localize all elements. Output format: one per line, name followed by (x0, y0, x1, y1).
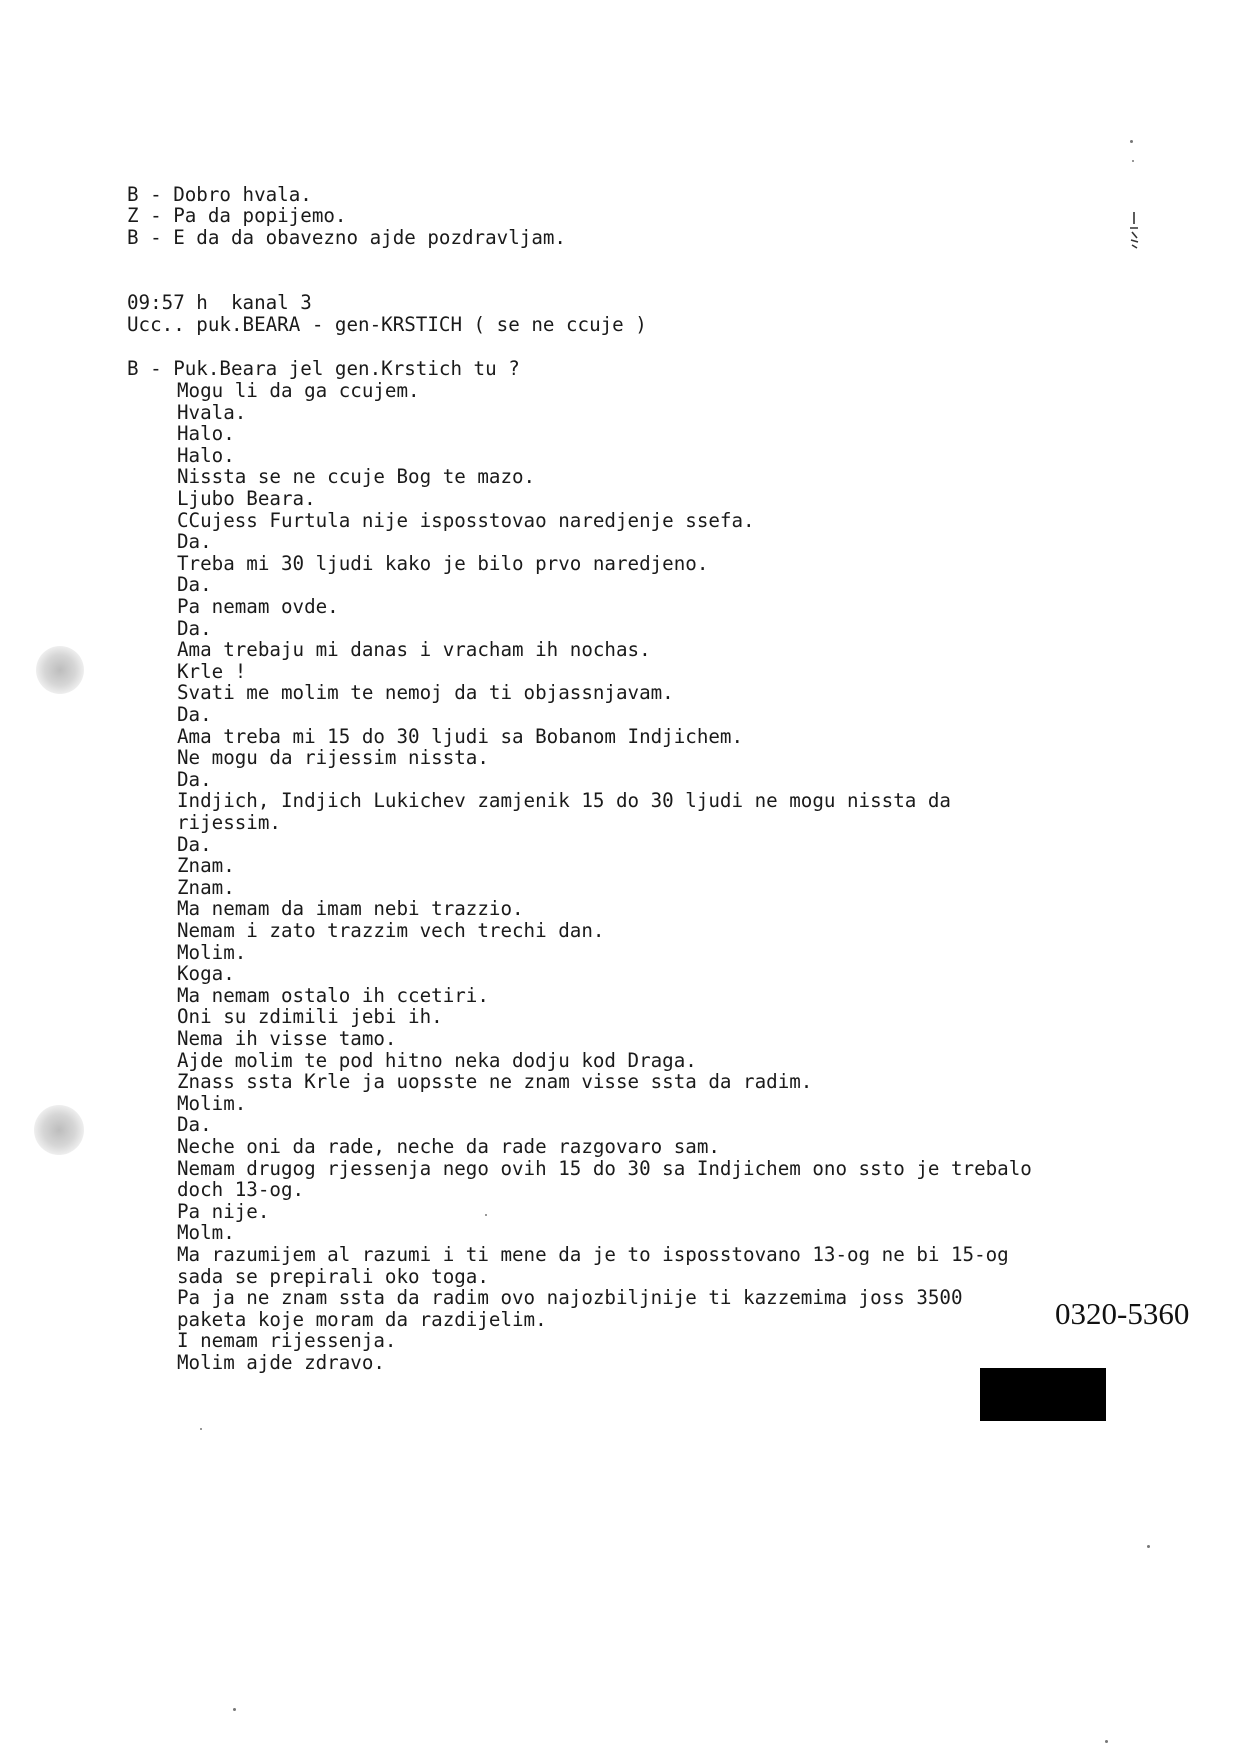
transcript-line: Pa nije. (177, 1199, 270, 1223)
transcript-line: Treba mi 30 ljudi kako je bilo prvo naredjeno. (177, 551, 709, 575)
transcript-line: Molm. (177, 1221, 235, 1245)
punch-hole-lower (34, 1105, 84, 1155)
scan-speck (485, 1214, 487, 1216)
transcript-line: Da. (177, 703, 212, 726)
transcript-line: Indjich, Indjich Lukichev zamjenik 15 do 30 ljudi ne mogu nissta da (177, 789, 951, 813)
transcript-line: Molim. (177, 1091, 247, 1115)
transcript-line: Neche oni da rade, neche da rade razgovaro sam. (177, 1135, 720, 1158)
transcript-line: Da. (177, 1113, 212, 1137)
transcript-line: Molim. (177, 940, 247, 964)
transcript-line: Da. (177, 767, 212, 791)
header-line-2: Z - Pa da popijemo. (127, 204, 347, 227)
scan-speck (1130, 140, 1133, 143)
transcript-line: Ne mogu da rijessim nissta. (177, 746, 489, 770)
transcript-line: Halo. (177, 443, 235, 467)
transcript-line: Krle ! (177, 659, 247, 683)
transcript-line: paketa koje moram da razdijelim. (177, 1307, 547, 1331)
transcript-line: Da. (177, 832, 212, 856)
punch-hole-upper (36, 646, 84, 694)
scan-speck (233, 1708, 236, 1711)
transcript-line: Da. (177, 530, 212, 554)
scan-speck (200, 1428, 202, 1430)
transcript-line: Pa ja ne znam ssta da radim ovo najozbiljnije ti kazzemima joss 3500 (177, 1286, 963, 1310)
transcript-line: Ajde molim te pod hitno neka dodju kod Draga. (177, 1048, 697, 1072)
scan-speck (1147, 1545, 1150, 1548)
transcript-line: Hvala. (177, 400, 247, 424)
header-line-3: B - E da da obavezno ajde pozdravljam. (127, 226, 566, 249)
transcript-line: Mogu li da ga ccujem. (177, 379, 420, 402)
margin-handwriting-mark (1128, 210, 1140, 250)
transcript-line: Pa nemam ovde. (177, 595, 339, 618)
transcript-line: rijessim. (177, 811, 281, 834)
transcript-line: Da. (177, 616, 212, 640)
transcript-line: Nema ih visse tamo. (177, 1027, 397, 1050)
transcript-line: I nemam rijessenja. (177, 1329, 397, 1353)
transcript-line: Ama treba mi 15 do 30 ljudi sa Bobanom Indjichem. (177, 724, 744, 748)
transcript-line: Koga. (177, 962, 235, 986)
transcript-line: Znass ssta Krle ja uopsste ne znam visse ssta da radim. (177, 1070, 813, 1094)
transcript-line: doch 13-og. (177, 1178, 305, 1202)
transcript-line: Molim ajde zdravo. (177, 1351, 385, 1374)
transcript-line: Ma nemam da imam nebi trazzio. (177, 897, 524, 921)
transcript-line: Da. (177, 573, 212, 597)
transcript-line: CCujess Furtula nije isposstovao naredjenje ssefa. (177, 508, 755, 532)
redaction-box (980, 1368, 1106, 1421)
scan-speck (1105, 1740, 1108, 1743)
transcript-line: Znam. (177, 875, 235, 899)
call-time-channel: 09:57 h kanal 3 (127, 291, 312, 314)
transcript-line: Nemam i zato trazzim vech trechi dan. (177, 919, 605, 942)
transcript-line: Svati me molim te nemoj da ti objassnjavam. (177, 681, 674, 705)
header-line-1: B - Dobro hvala. (127, 183, 312, 206)
transcript-line: Halo. (177, 422, 235, 446)
transcript-line: Nemam drugog rjessenja nego ovih 15 do 30 sa Indjichem ono ssto je trebalo (177, 1156, 1032, 1180)
transcript-line: Ma razumijem al razumi i ti mene da je to isposstovano 13-og ne bi 15-og (177, 1243, 1009, 1266)
transcript-line: Ma nemam ostalo ih ccetiri. (177, 983, 489, 1007)
transcript-line: Ama trebaju mi danas i vracham ih nochas. (177, 638, 651, 662)
call-participants: Ucc.. puk.BEARA - gen-KRSTICH ( se ne ccuje ) (127, 313, 647, 336)
transcript-line: Nissta se ne ccuje Bog te mazo. (177, 465, 536, 489)
transcript-line: Ljubo Beara. (177, 487, 316, 510)
transcript-line: Znam. (177, 854, 235, 878)
document-number: 0320-5360 (1055, 1296, 1190, 1331)
transcript-line: sada se prepirali oko toga. (177, 1264, 489, 1288)
scan-speck (1132, 160, 1134, 162)
speaker-line: B - Puk.Beara jel gen.Krstich tu ? (127, 357, 520, 380)
transcript-line: Oni su zdimili jebi ih. (177, 1005, 443, 1029)
